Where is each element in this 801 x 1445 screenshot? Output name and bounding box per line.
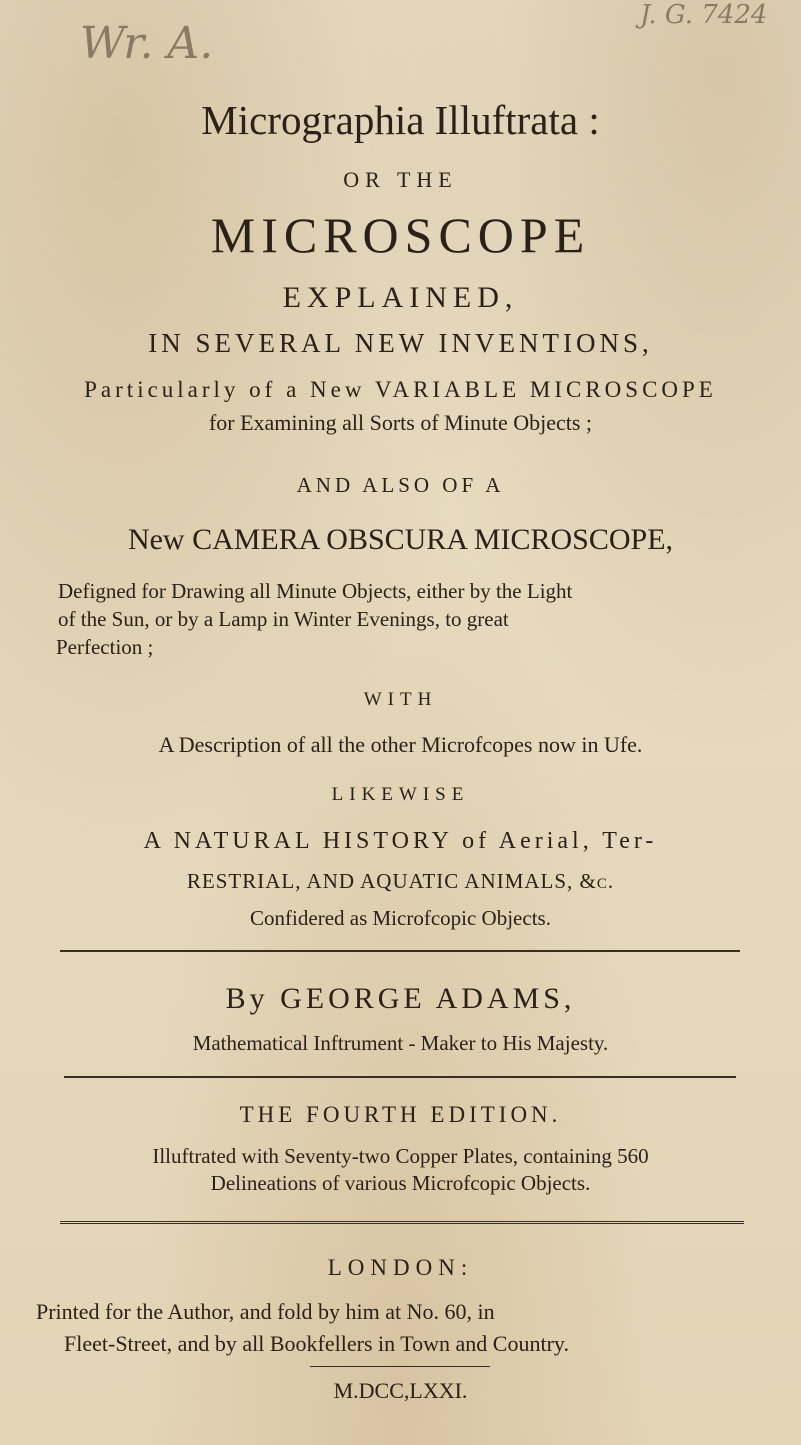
- title-micrographia: Micrographia Illuftrata :: [201, 97, 600, 143]
- imprint-date: M.DCC,LXXI.: [333, 1378, 468, 1403]
- text-light-of-sun: of the Sun, or by a Lamp in Winter Evenings, to great: [58, 607, 509, 631]
- text-illustrated-plates: Illuftrated with Seventy-two Copper Plates, containing 560: [152, 1144, 649, 1168]
- text-and-also-of-a: AND ALSO OF A: [296, 473, 505, 497]
- text-delineations: Delineations of various Microfcopic Objects.: [210, 1171, 591, 1195]
- text-perfection: Perfection ;: [56, 635, 154, 659]
- text-camera-obscura: New CAMERA OBSCURA MICROSCOPE,: [127, 523, 674, 556]
- text-likewise: LIKEWISE: [331, 784, 470, 805]
- author-george-adams: By GEORGE ADAMS,: [225, 982, 576, 1015]
- subtitle-inventions: IN SEVERAL NEW INVENTIONS,: [148, 328, 653, 358]
- title-microscope: MICROSCOPE: [210, 207, 591, 263]
- text-with: WITH: [363, 689, 438, 710]
- title-explained: EXPLAINED,: [282, 281, 519, 314]
- text-natural-history: A NATURAL HISTORY of Aerial, Ter-: [143, 828, 658, 854]
- author-title: Mathematical Inftrument - Maker to His Majesty.: [192, 1031, 609, 1055]
- edition-fourth: THE FOURTH EDITION.: [239, 1102, 562, 1127]
- text-description-microscopes: A Description of all the other Microfcopes now in Ufe.: [158, 732, 643, 757]
- subtitle-or-the: OR THE: [343, 167, 458, 192]
- text-examining-objects: for Examining all Sorts of Minute Objects ;: [208, 410, 593, 435]
- text-microscopic-objects: Confidered as Microfcopic Objects.: [250, 906, 551, 930]
- text-variable-microscope: Particularly of a New VARIABLE MICROSCOPE: [84, 377, 717, 402]
- imprint-fleet-street: Fleet-Street, and by all Bookfellers in Town and Country.: [64, 1331, 569, 1356]
- text-designed-for-drawing: Defigned for Drawing all Minute Objects, either by the Light: [58, 579, 573, 603]
- handwritten-note-top-right: J. G. 7424: [640, 0, 768, 30]
- divider-rule-2: [64, 1076, 736, 1078]
- imprint-printed-for: Printed for the Author, and fold by him at No. 60, in: [36, 1299, 495, 1324]
- handwritten-note-top-left: Wr. A.: [80, 18, 214, 69]
- divider-rule-double: [60, 1221, 744, 1227]
- divider-rule-1: [60, 950, 740, 952]
- imprint-london: LONDON:: [327, 1255, 474, 1280]
- divider-rule-short: [310, 1366, 490, 1367]
- text-terrestrial-aquatic: RESTRIAL, AND AQUATIC ANIMALS, &c.: [186, 869, 615, 893]
